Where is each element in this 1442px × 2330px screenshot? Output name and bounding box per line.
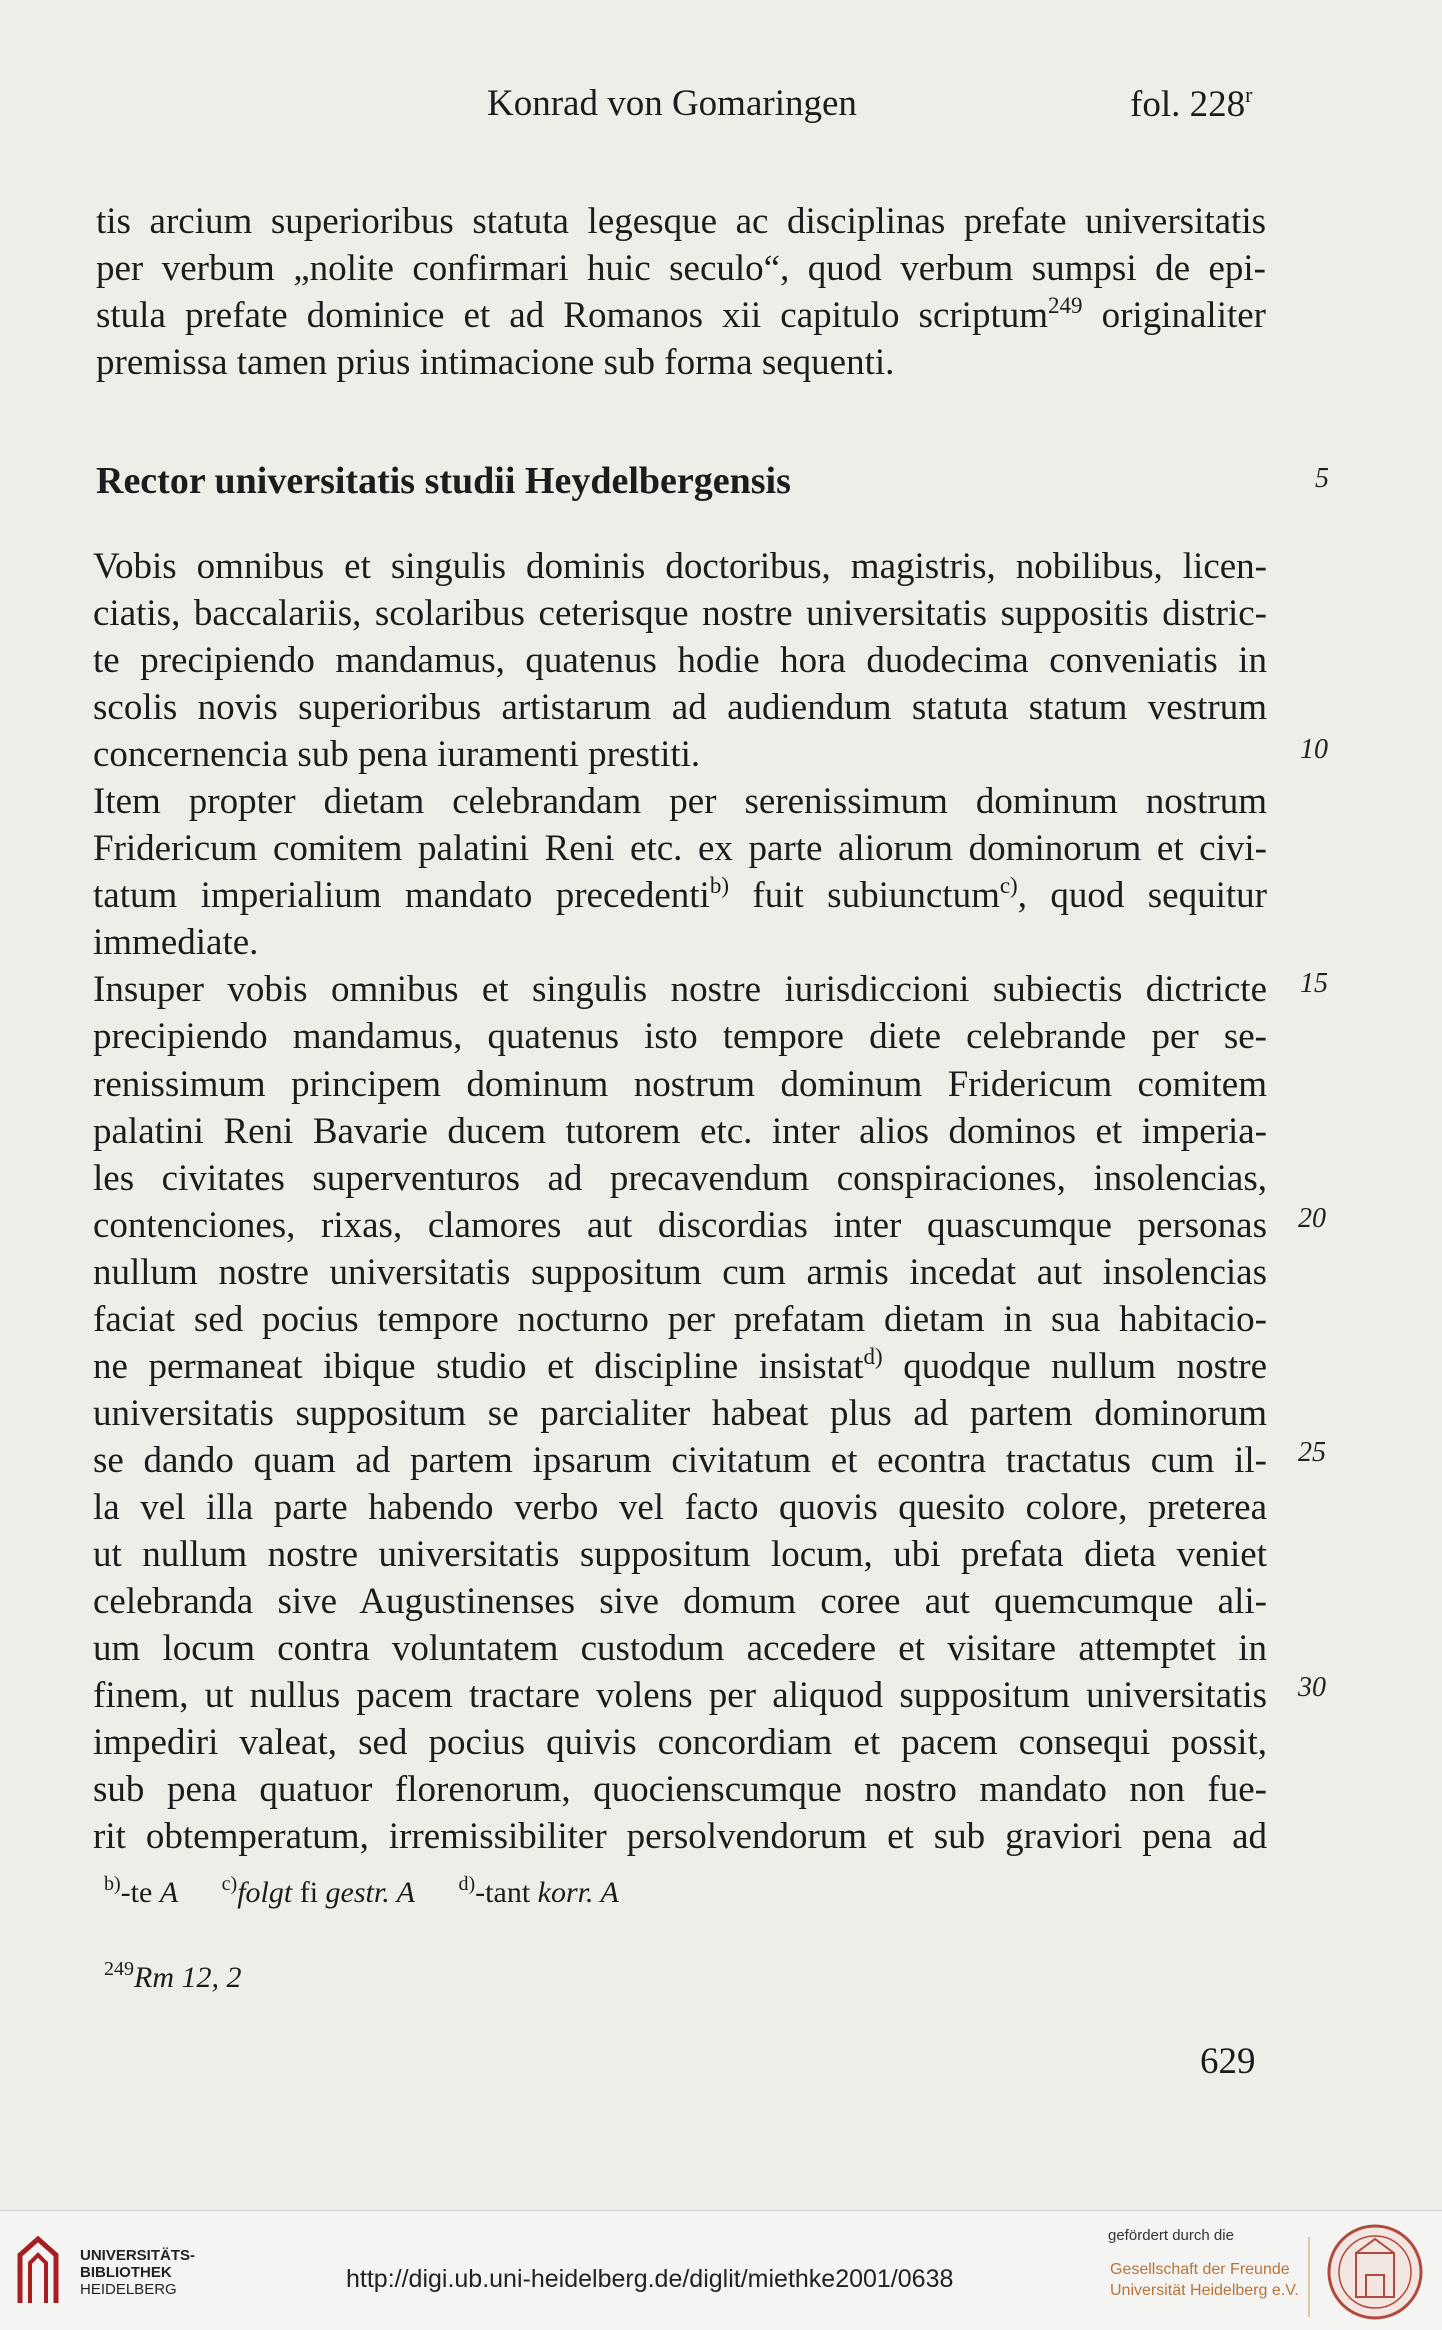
line-number: 15	[1300, 968, 1328, 999]
text-line: faciat sed pocius tempore nocturno per prefatam dietam in sua habitacio-	[93, 1298, 1267, 1340]
apparatus-ref-b[interactable]: b)	[709, 873, 729, 899]
text-line: stula prefate dominice et ad Romanos xii capitulo scriptum$^{249}$ originaliter	[96, 293, 1266, 336]
sponsor-name: Gesellschaft der Freunde Universität Heidelberg e.V.	[1110, 2261, 1299, 2299]
text-line: scolis novis superioribus artistarum ad audiendum statuta statum vestrum	[93, 687, 1267, 729]
footer-divider	[1308, 2237, 1310, 2317]
text-line: rit obtemperatum, irremissibiliter persolvendorum et sub graviori pena ad	[93, 1816, 1267, 1858]
text-line: tis arcium superioribus statuta legesque ac disciplinas prefate universitatis	[96, 201, 1266, 242]
line-number: 30	[1298, 1672, 1326, 1703]
running-head-folio	[1130, 82, 1252, 126]
text-line: nullum nostre universitatis suppositum cum armis incedat aut insolencias	[93, 1251, 1267, 1293]
line-number: 5	[1315, 463, 1329, 494]
permalink-url[interactable]: http://digi.ub.uni-heidelberg.de/diglit/miethke2001/0638	[346, 2265, 954, 2293]
mandate-text	[93, 543, 1267, 1860]
running-head-title: Konrad von Gomaringen	[487, 83, 857, 124]
text-line: Fridericum comitem palatini Reni etc. ex parte aliorum dominorum et civi-	[93, 828, 1267, 870]
footnote-249: $^{249}$Rm 12, 2	[104, 1958, 242, 1994]
library-name: UNIVERSITÄTS- BIBLIOTHEK HEIDELBERG	[80, 2247, 196, 2298]
section-heading: Rector universitatis studii Heydelbergensis	[96, 460, 791, 502]
text-line: Item propter dietam celebrandam per serenissimum dominum nostrum	[93, 781, 1267, 823]
text-line: palatini Reni Bavarie ducem tutorem etc. inter alios dominos et imperia-	[93, 1110, 1267, 1152]
text-line: se dando quam ad partem ipsarum civitatum et econtra tractatus cum il-	[93, 1439, 1267, 1481]
text-line: sub pena quatuor florenorum, quocienscumque nostro mandato non fue-	[93, 1769, 1267, 1811]
text-line: te precipiendo mandamus, quatenus hodie hora duodecima conveniatis in	[93, 640, 1267, 682]
text-line: renissimum principem dominum nostrum dominum Fridericum comitem	[93, 1063, 1267, 1105]
text-line: ciatis, baccalariis, scolaribus ceterisque nostre universitatis suppositis distric-	[93, 593, 1267, 635]
text-line: tatum imperialium mandato precedenti$^{b)}$ fuit subiunctum$^{c)}$, quod sequitur	[93, 873, 1267, 917]
university-seal-icon[interactable]	[1326, 2223, 1424, 2321]
apparatus-note-b: $^{b)}$-te A	[104, 1873, 179, 1909]
intro-paragraph	[96, 198, 1266, 386]
line-number: 10	[1300, 734, 1328, 765]
apparatus-ref-c[interactable]: c)	[999, 873, 1018, 899]
text-line: contenciones, rixas, clamores aut discordias inter quascumque personas	[93, 1204, 1267, 1246]
line-number: 25	[1298, 1437, 1326, 1468]
text-line: finem, ut nullus pacem tractare volens per aliquod suppositum universitatis	[93, 1675, 1267, 1717]
university-library-logo-icon[interactable]	[14, 2233, 62, 2305]
line-number: 20	[1298, 1203, 1326, 1234]
text-line: per verbum „nolite confirmari huic seculo“, quod verbum sumpsi de epi-	[96, 248, 1266, 289]
sponsor-label: gefördert durch die	[1108, 2227, 1234, 2244]
text-line: premissa tamen prius intimacione sub forma sequenti.	[96, 342, 895, 383]
digitization-footer	[0, 2210, 1442, 2330]
folio-recto-mark: r	[1245, 82, 1253, 107]
text-line: la vel illa parte habendo verbo vel facto quovis quesito colore, preterea	[93, 1486, 1267, 1528]
apparatus-note-d: $^{d)}$-tant korr. A	[458, 1873, 619, 1909]
apparatus-note-c: $^{c)}$folgt fi gestr. A	[221, 1873, 415, 1909]
text-line: ne permaneat ibique studio et discipline insistat$^{d)}$ quodque nullum nostre	[93, 1343, 1268, 1387]
text-line: Insuper vobis omnibus et singulis nostre iurisdiccioni subiectis dictricte	[93, 969, 1267, 1011]
critical-apparatus	[104, 1873, 655, 1910]
text-line: immediate.	[93, 922, 259, 964]
text-line: universitatis suppositum se parcialiter habeat plus ad partem dominorum	[93, 1392, 1267, 1434]
text-line: um locum contra voluntatem custodum accedere et visitare attemptet in	[93, 1628, 1267, 1670]
text-line: impediri valeat, sed pocius quivis concordiam et pacem consequi possit,	[93, 1722, 1267, 1764]
text-line: concernencia sub pena iuramenti prestiti.	[93, 734, 701, 776]
footnote-ref-249[interactable]: 249	[1048, 293, 1083, 318]
text-line: celebranda sive Augustinenses sive domum coree aut quemcumque ali-	[93, 1581, 1267, 1623]
text-line: Vobis omnibus et singulis dominis doctoribus, magistris, nobilibus, licen-	[93, 546, 1267, 587]
apparatus-ref-d[interactable]: d)	[863, 1343, 883, 1369]
text-line: precipiendo mandamus, quatenus isto tempore diete celebrande per se-	[93, 1016, 1267, 1058]
folio-label: fol. 228	[1130, 84, 1246, 125]
text-line: les civitates superventuros ad precavendum conspiraciones, insolencias,	[93, 1157, 1267, 1199]
text-line: ut nullum nostre universitatis suppositum locum, ubi prefata dieta veniet	[93, 1533, 1267, 1575]
page-number: 629	[1200, 2041, 1256, 2082]
